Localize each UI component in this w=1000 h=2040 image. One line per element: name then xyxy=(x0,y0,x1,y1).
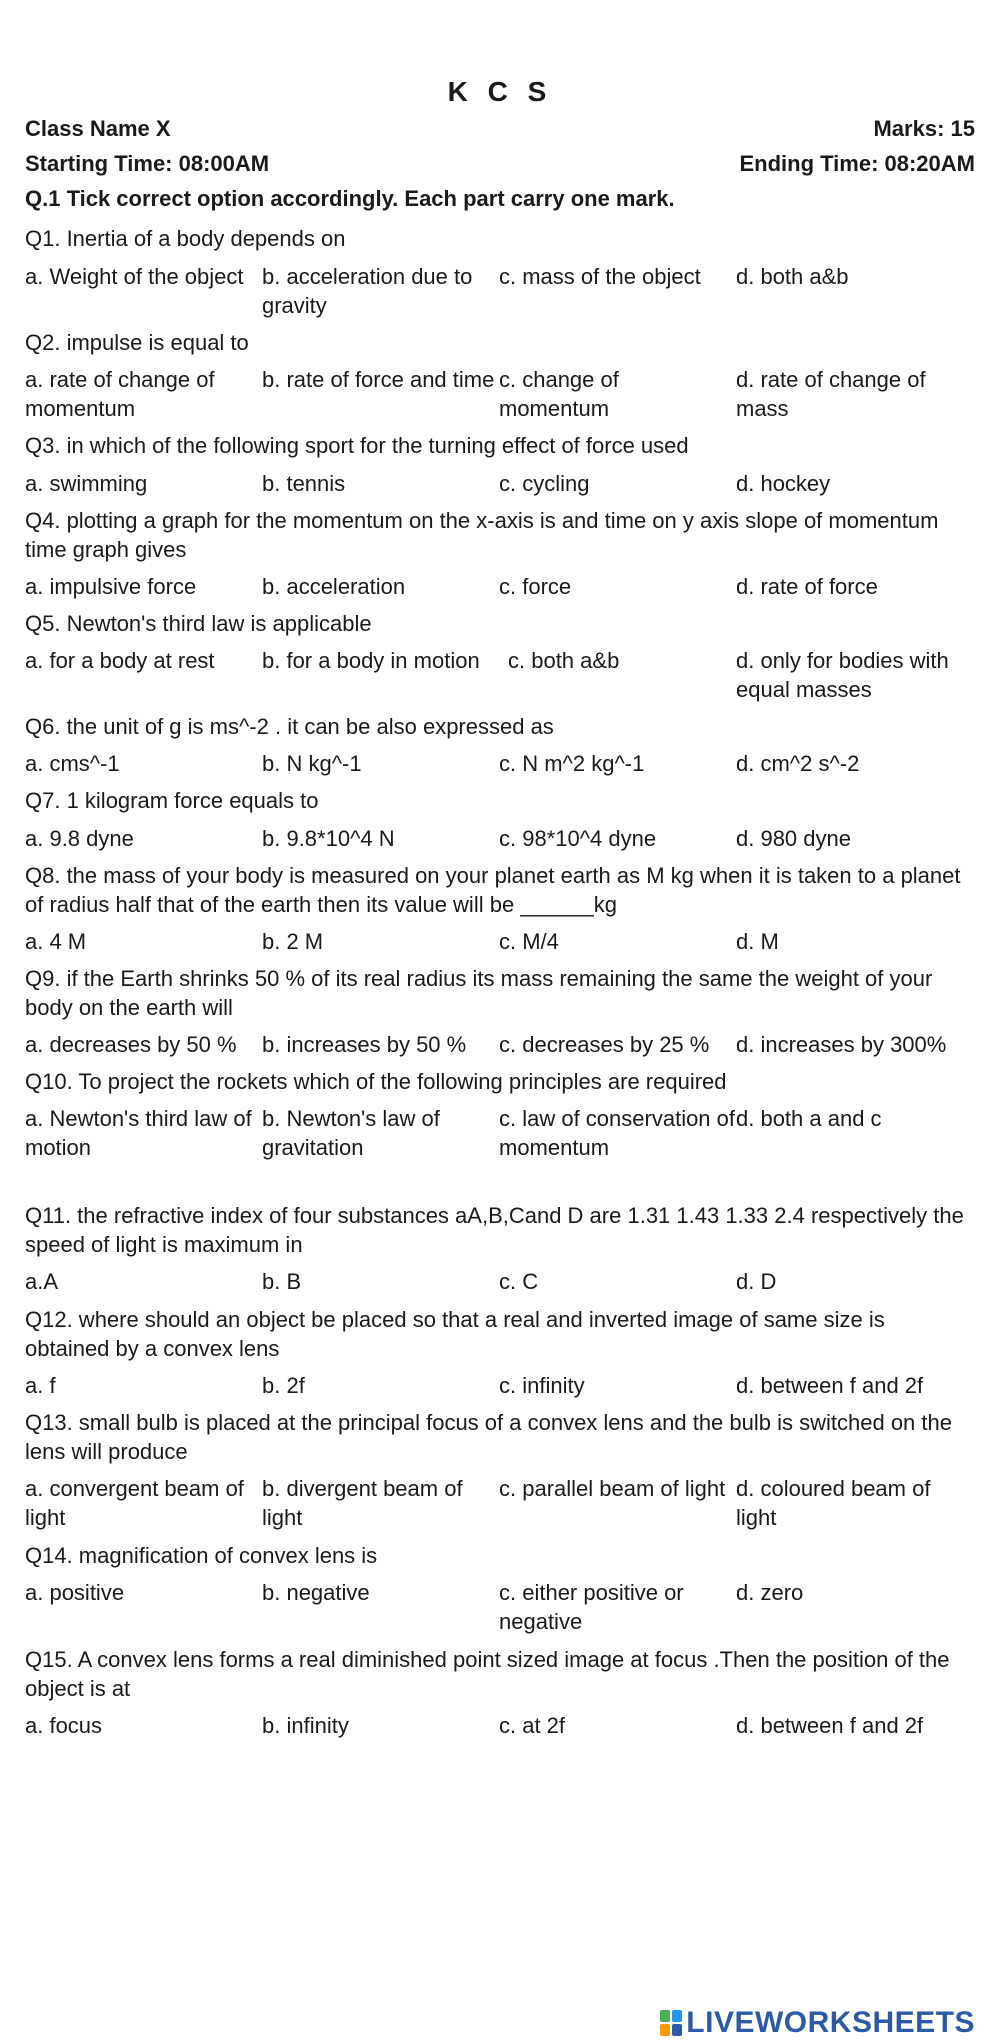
option-a[interactable]: a.A xyxy=(25,1269,59,1294)
options-15 xyxy=(25,1711,975,1771)
options-5 xyxy=(25,646,975,706)
header-row-1 xyxy=(25,116,975,142)
option-d[interactable]: d. 980 dyne xyxy=(736,826,851,851)
option-d[interactable]: d. only for bodies with equal masses xyxy=(736,648,949,702)
option-a[interactable]: a. focus xyxy=(25,1713,103,1738)
option-d[interactable]: d. cm^2 s^-2 xyxy=(736,751,860,776)
instruction: Q.1 Tick correct option accordingly. Each part carry one mark. xyxy=(25,186,675,211)
marks: Marks: 15 xyxy=(873,116,975,141)
question-3: Q3. in which of the following sport for the turning effect of force used xyxy=(25,433,689,458)
question-9: Q9. if the Earth shrinks 50 % of its real radius its mass remaining the same the weight of your body on the earth will xyxy=(25,966,933,1020)
option-d[interactable]: d. increases by 300% xyxy=(736,1032,947,1057)
option-d[interactable]: d. rate of change of mass xyxy=(736,367,926,421)
option-c[interactable]: c. force xyxy=(499,574,572,599)
option-a[interactable]: a. Weight of the object xyxy=(25,264,244,289)
option-c[interactable]: c. both a&b xyxy=(508,648,620,673)
option-b[interactable]: b. 2f xyxy=(262,1373,305,1398)
option-c[interactable]: c. law of conservation of momentum xyxy=(499,1106,736,1160)
option-b[interactable]: b. N kg^-1 xyxy=(262,751,362,776)
brand-text: LIVEWORKSHEETS xyxy=(686,2006,975,2039)
option-c[interactable]: c. change of momentum xyxy=(499,367,619,421)
option-d[interactable]: d. coloured beam of light xyxy=(736,1476,931,1530)
school-title: K C S xyxy=(447,76,553,107)
question-12: Q12. where should an object be placed so that a real and inverted image of same size is obtained by a convex lens xyxy=(25,1307,885,1361)
option-b[interactable]: b. tennis xyxy=(262,471,346,496)
option-c[interactable]: c. M/4 xyxy=(499,929,559,954)
option-a[interactable]: a. impulsive force xyxy=(25,574,197,599)
options-1 xyxy=(25,262,975,322)
option-b[interactable]: b. acceleration xyxy=(262,574,406,599)
question-11: Q11. the refractive index of four substances aA,B,Cand D are 1.31 1.43 1.33 2.4 respectively the speed of light is maximum in xyxy=(25,1203,964,1257)
option-c[interactable]: c. mass of the object xyxy=(499,264,701,289)
question-7: Q7. 1 kilogram force equals to xyxy=(25,788,319,813)
option-d[interactable]: d. both a and c xyxy=(736,1106,882,1131)
header-row-2 xyxy=(25,151,975,177)
liveworksheets-logo[interactable] xyxy=(660,2006,975,2040)
option-c[interactable]: c. decreases by 25 % xyxy=(499,1032,710,1057)
option-b[interactable]: b. rate of force and time xyxy=(262,367,495,392)
options-10 xyxy=(25,1104,975,1164)
option-d[interactable]: d. both a&b xyxy=(736,264,849,289)
option-a[interactable]: a. for a body at rest xyxy=(25,648,215,673)
option-b[interactable]: b. B xyxy=(262,1269,302,1294)
option-c[interactable]: c. cycling xyxy=(499,471,590,496)
option-b[interactable]: b. acceleration due to gravity xyxy=(262,264,473,318)
option-d[interactable]: d. between f and 2f xyxy=(736,1713,924,1738)
option-b[interactable]: b. for a body in motion xyxy=(262,648,480,673)
option-a[interactable]: a. rate of change of momentum xyxy=(25,367,215,421)
question-1: Q1. Inertia of a body depends on xyxy=(25,226,346,251)
option-b[interactable]: b. negative xyxy=(262,1580,370,1605)
question-14: Q14. magnification of convex lens is xyxy=(25,1543,378,1568)
question-4: Q4. plotting a graph for the momentum on the x-axis is and time on y axis slope of momentum time graph gives xyxy=(25,508,939,562)
option-d[interactable]: d. M xyxy=(736,929,779,954)
question-10: Q10. To project the rockets which of the following principles are required xyxy=(25,1069,727,1094)
option-a[interactable]: a. f xyxy=(25,1373,56,1398)
logo-square xyxy=(672,2024,682,2036)
question-15: Q15. A convex lens forms a real diminished point sized image at focus .Then the position of the object is at xyxy=(25,1647,950,1701)
logo-square xyxy=(672,2010,682,2022)
option-b[interactable]: b. divergent beam of light xyxy=(262,1476,463,1530)
option-c[interactable]: c. parallel beam of light xyxy=(499,1476,726,1501)
option-c[interactable]: c. infinity xyxy=(499,1373,585,1398)
liveworksheets-icon xyxy=(660,2010,682,2036)
option-a[interactable]: a. Newton's third law of motion xyxy=(25,1106,252,1160)
option-c[interactable]: c. N m^2 kg^-1 xyxy=(499,751,645,776)
class-name: Class Name X xyxy=(25,116,171,141)
options-14 xyxy=(25,1578,975,1638)
option-b[interactable]: b. 9.8*10^4 N xyxy=(262,826,395,851)
question-2: Q2. impulse is equal to xyxy=(25,330,249,355)
option-c[interactable]: c. at 2f xyxy=(499,1713,566,1738)
option-d[interactable]: d. D xyxy=(736,1269,777,1294)
option-c[interactable]: c. C xyxy=(499,1269,539,1294)
options-2 xyxy=(25,365,975,425)
option-b[interactable]: b. 2 M xyxy=(262,929,324,954)
end-time: Ending Time: 08:20AM xyxy=(739,151,975,176)
option-a[interactable]: a. convergent beam of light xyxy=(25,1476,244,1530)
question-5: Q5. Newton's third law is applicable xyxy=(25,611,372,636)
option-a[interactable]: a. decreases by 50 % xyxy=(25,1032,237,1057)
question-8: Q8. the mass of your body is measured on your planet earth as M kg when it is taken to a planet of radius half that of the earth then its value will be ______kg xyxy=(25,863,961,917)
option-a[interactable]: a. positive xyxy=(25,1580,125,1605)
option-a[interactable]: a. 4 M xyxy=(25,929,87,954)
option-b[interactable]: b. increases by 50 % xyxy=(262,1032,467,1057)
logo-square xyxy=(660,2024,670,2036)
option-c[interactable]: c. either positive or negative xyxy=(499,1580,684,1634)
question-13: Q13. small bulb is placed at the principal focus of a convex lens and the bulb is switched on the lens will produce xyxy=(25,1410,952,1464)
option-b[interactable]: b. infinity xyxy=(262,1713,349,1738)
option-d[interactable]: d. between f and 2f xyxy=(736,1373,924,1398)
option-d[interactable]: d. hockey xyxy=(736,471,831,496)
options-13 xyxy=(25,1474,975,1534)
question-6: Q6. the unit of g is ms^-2 . it can be also expressed as xyxy=(25,714,554,739)
logo-square xyxy=(660,2010,670,2022)
option-a[interactable]: a. swimming xyxy=(25,471,148,496)
option-b[interactable]: b. Newton's law of gravitation xyxy=(262,1106,440,1160)
option-a[interactable]: a. 9.8 dyne xyxy=(25,826,134,851)
option-a[interactable]: a. cms^-1 xyxy=(25,751,120,776)
option-c[interactable]: c. 98*10^4 dyne xyxy=(499,826,657,851)
option-d[interactable]: d. rate of force xyxy=(736,574,878,599)
option-d[interactable]: d. zero xyxy=(736,1580,804,1605)
start-time: Starting Time: 08:00AM xyxy=(25,151,270,176)
